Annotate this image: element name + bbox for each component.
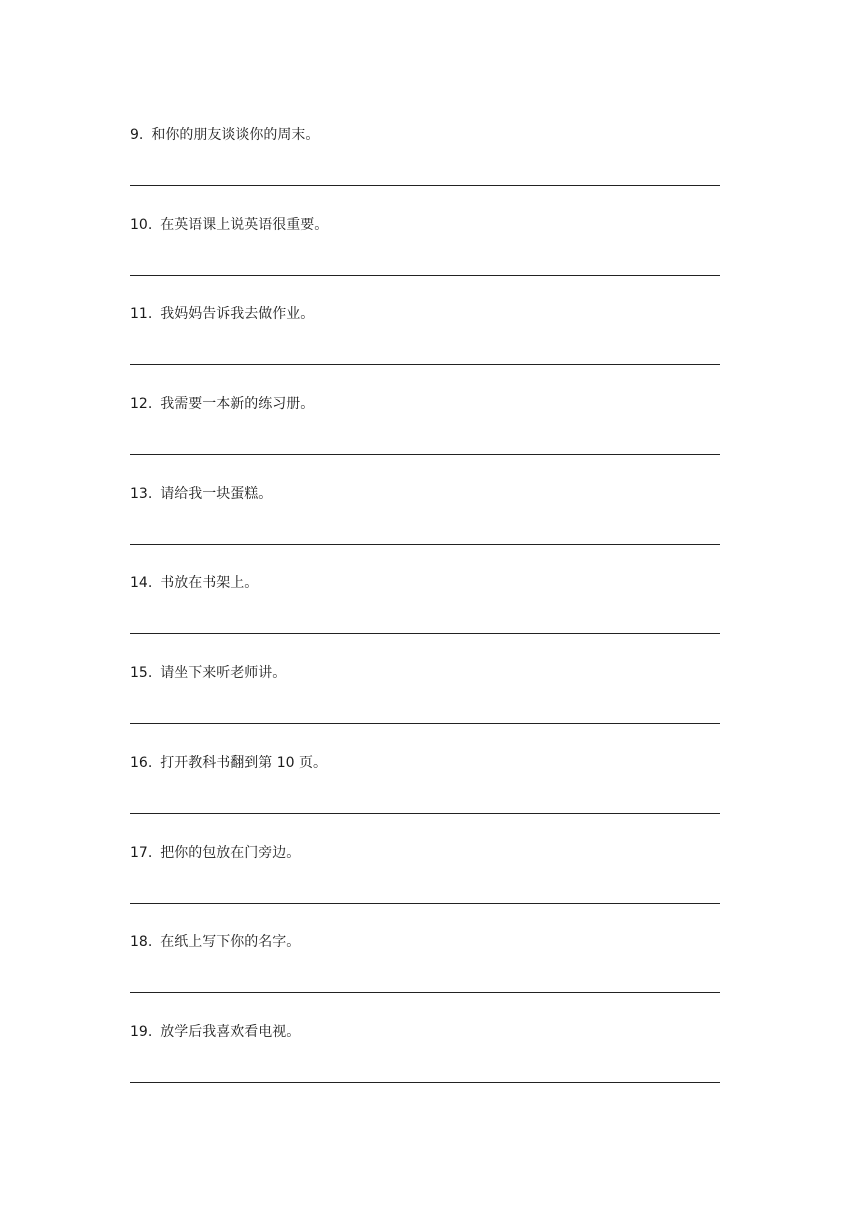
- question-number: 15.: [130, 665, 153, 682]
- question-item: [130, 931, 720, 1021]
- question-number: 9.: [130, 127, 144, 143]
- question-sentence: 在纸上写下你的名字。: [160, 934, 301, 951]
- question-prompt: [130, 572, 258, 594]
- question-sentence: 和你的朋友谈谈你的周末。: [151, 127, 320, 143]
- question-number: 12.: [130, 396, 153, 413]
- question-item: [130, 483, 720, 573]
- question-item: [130, 752, 720, 842]
- question-prompt: [130, 483, 272, 505]
- question-sentence: 请坐下来听老师讲。: [160, 665, 287, 682]
- question-number: 18.: [130, 934, 153, 951]
- answer-line[interactable]: [130, 185, 720, 186]
- answer-line[interactable]: [130, 723, 720, 724]
- question-prompt: [130, 842, 300, 864]
- question-prompt: [130, 931, 300, 953]
- question-prompt: [130, 214, 328, 236]
- question-number: 13.: [130, 485, 153, 502]
- answer-line[interactable]: [130, 364, 720, 365]
- question-sentence: 放学后我喜欢看电视。: [160, 1023, 301, 1040]
- question-item: [130, 214, 720, 304]
- question-sentence: 请给我一块蛋糕。: [160, 485, 273, 502]
- answer-line[interactable]: [130, 813, 720, 814]
- answer-line[interactable]: [130, 275, 720, 276]
- question-item: [130, 572, 720, 662]
- question-item: [130, 303, 720, 393]
- answer-line[interactable]: [130, 992, 720, 993]
- question-prompt: [130, 124, 319, 146]
- question-list: [130, 124, 720, 1111]
- question-number: 14.: [130, 575, 153, 592]
- answer-line[interactable]: [130, 633, 720, 634]
- question-sentence: 把你的包放在门旁边。: [160, 844, 301, 861]
- question-prompt: [130, 1021, 300, 1043]
- question-number: 16.: [130, 754, 153, 771]
- answer-line[interactable]: [130, 544, 720, 545]
- question-item: [130, 662, 720, 752]
- question-prompt: [130, 303, 314, 325]
- question-number: 10.: [130, 216, 153, 233]
- question-sentence: 书放在书架上。: [160, 575, 259, 592]
- question-number: 19.: [130, 1023, 153, 1040]
- question-sentence: 在英语课上说英语很重要。: [160, 216, 329, 233]
- question-sentence: 我需要一本新的练习册。: [160, 396, 315, 413]
- question-item: [130, 393, 720, 483]
- answer-line[interactable]: [130, 903, 720, 904]
- question-item: [130, 124, 720, 214]
- question-number: 17.: [130, 844, 153, 861]
- question-item: [130, 1021, 720, 1111]
- question-number: 11.: [130, 306, 153, 323]
- question-prompt: [130, 393, 314, 415]
- question-sentence: 我妈妈告诉我去做作业。: [160, 306, 315, 323]
- question-item: [130, 842, 720, 932]
- question-prompt: [130, 752, 327, 774]
- answer-line[interactable]: [130, 454, 720, 455]
- question-prompt: [130, 662, 286, 684]
- question-sentence: 打开教科书翻到第 10 页。: [160, 754, 327, 771]
- answer-line[interactable]: [130, 1082, 720, 1083]
